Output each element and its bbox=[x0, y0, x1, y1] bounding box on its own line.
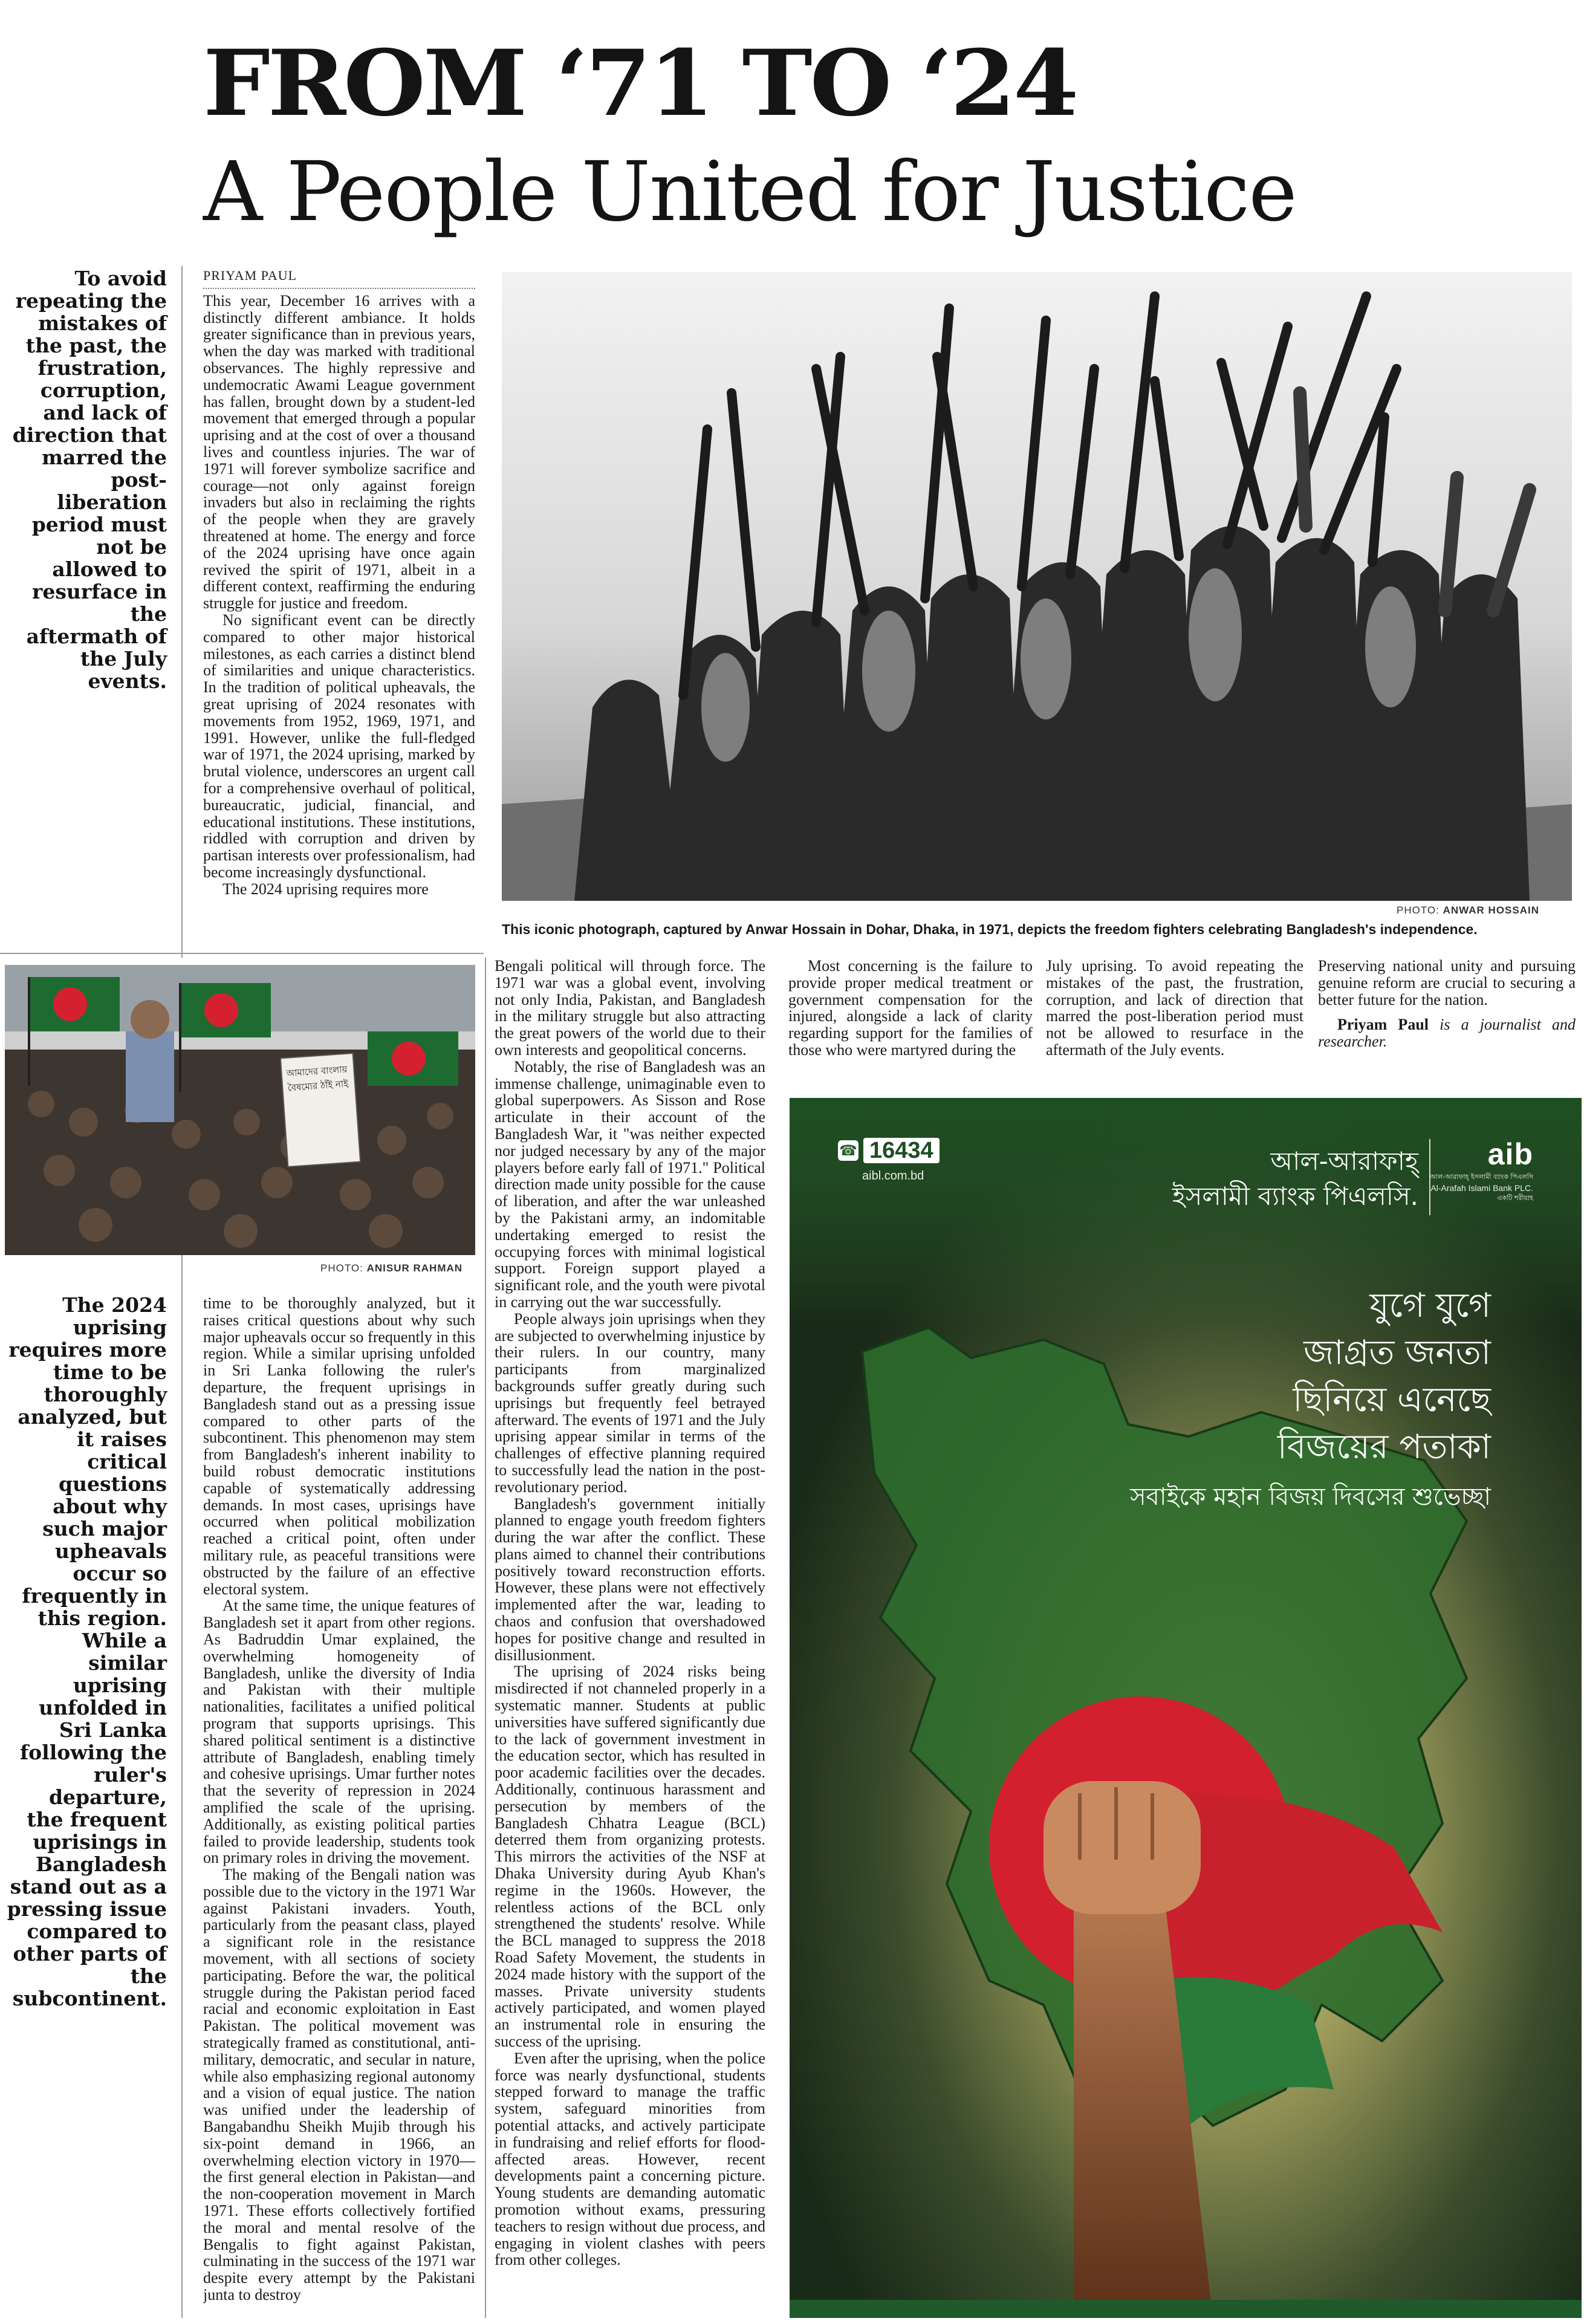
pull-quote-top: To avoid repeating the mistakes of the past, the frustration, corruption, and lack of direction that marred the post-liberation period must not be allowed to resurface in the aftermath of the July events. bbox=[12, 267, 167, 693]
aib-logo-icon: aib bbox=[1487, 1137, 1533, 1171]
column-rule bbox=[181, 1251, 183, 2318]
protest-placard-text: আমাদের বাংলায় বৈষম্যের ঠাঁই নাই bbox=[286, 1063, 349, 1094]
phone-icon: ☎ bbox=[838, 1140, 859, 1161]
main-photo-caption: This iconic photograph, captured by Anwar Hossain in Dohar, Dhaka, in 1971, depicts the freedom fighters celebrating Bangladesh's independence. bbox=[502, 921, 1478, 937]
ad-bank-name-bn-line2: ইসলামী ব্যাংক পিএলসি. bbox=[1172, 1181, 1418, 1211]
main-photo-credit: PHOTO: ANWAR HOSSAIN bbox=[1397, 904, 1540, 916]
ad-bank-name-bn-line1: আল-আরাফাহ্ bbox=[1270, 1146, 1418, 1176]
protest-photo bbox=[5, 965, 475, 1255]
author-bio-text: is a journalist and researcher. bbox=[1318, 1016, 1576, 1051]
headline-line-1: FROM ‘71 TO ‘24 bbox=[203, 30, 1077, 137]
headline-line-2: A People United for Justice bbox=[203, 144, 1296, 240]
paragraph: Notably, the rise of Bangladesh was an immense challenge, unimaginable even to global superpowers. As Sisson and Rose articulate in their account of the Bangladesh War, it "was neither expected nor judged necessary by any of the major players before early fall of 1971." Political direction made unity possible for the cause of liberation, and after the war unleashed by the Pakistani army, an indomitable undertaking emerged to resist the occupying forces with minimal logistical support. Foreign support played a significant role, and the youth were pivotal in carrying out the war successfully. bbox=[495, 1057, 765, 1311]
paragraph: Preserving national unity and pursuing genuine reform are crucial to securing a better future for the nation. bbox=[1318, 958, 1576, 1008]
paragraph: Most concerning is the failure to provide proper medical treatment or government compensation for the injured, alongside a lack of clarity regarding support for the families of those who were martyred during the bbox=[788, 958, 1033, 1059]
ad-bank-logo-en: Al-Arafah Islami Bank PLC. bbox=[1430, 1183, 1533, 1193]
byline: PRIYAM PAUL bbox=[203, 267, 475, 289]
author-name: Priyam Paul bbox=[1337, 1016, 1429, 1034]
ad-bank-logo bbox=[1430, 1137, 1533, 1204]
ad-slogan-line-2: জাগ্রত জনতা bbox=[1303, 1333, 1491, 1372]
paragraph: This year, December 16 arrives with a distinctly different ambiance. It holds greater significance than in previous years, when the day was marked with traditional observances. The highly repressive and undemocratic Awami League government has fallen, brought down by a student-led movement that emerged through a popular uprising and at the cost of over a thousand lives and countless injuries. The war of 1971 will forever symbolize sacrifice and courage—not only against foreign invaders but also in reclaiming the rights of the people when they are gravely threatened at home. The energy and force of the 2024 uprising have once again revived the spirit of 1971, albeit in a different context, reaffirming the enduring struggle for justice and freedom. bbox=[203, 291, 475, 612]
ad-slogan-line-1: যুগে যুগে bbox=[1369, 1286, 1491, 1325]
column-rule bbox=[485, 958, 486, 2318]
article-column-1-top bbox=[203, 267, 475, 947]
ad-hotline bbox=[838, 1138, 940, 1163]
ad-bank-logo-bn: আল-আরাফাহ্ ইসলামী ব্যাংক পিএলসি bbox=[1430, 1173, 1533, 1181]
article-column-4 bbox=[1046, 958, 1303, 1079]
article-column-2 bbox=[495, 958, 765, 2317]
paragraph: Bangladesh's government initially planned to engage youth freedom fighters during the war after the conflict. These plans aimed to channel their contributions positively toward reconstruction efforts. However, these plans were not effectively implemented after the war, leading to chaos and confusion that overshadowed hopes for positive change and resulted in disillusionment. bbox=[495, 1495, 765, 1664]
column-rule bbox=[181, 266, 183, 958]
bank-advertisement bbox=[790, 1098, 1582, 2318]
ad-website: aibl.com.bd bbox=[862, 1169, 924, 1183]
pull-quote-bottom: The 2024 uprising requires more time to be thoroughly analyzed, but it raises critical questions about why such major upheavals occur so frequently in this region. While a similar uprising unfolded in Sri Lanka following the ruler's departure, the frequent uprisings in Bangladesh stand out as a pressing issue compared to other parts of the subcontinent. bbox=[7, 1293, 167, 2010]
paragraph: The uprising of 2024 risks being misdirected if not channeled properly in a systematic manner. Students at public universities have suffered significantly due to the lack of government investment in the education sector, which has resulted in poor academic facilities over the decades. Additionally, continuous harassment and persecution by members of the Bangladesh Chhatra League (BCL) deterred them from organizing protests. This mirrors the activities of the NSF at Dhaka University during Ayub Khan's regime in the 1960s. However, the relentless actions of the BCL only strengthened the students' resolve. While the BCL managed to suppress the 2018 Road Safety Movement, the students in 2024 made history with the support of the masses. Private university students actively participated, and women played an instrumental role in ensuring the success of the uprising. bbox=[495, 1663, 765, 2050]
ad-slogan-line-3: ছিনিয়ে এনেছে bbox=[1293, 1380, 1491, 1420]
paragraph: No significant event can be directly compared to other major historical milestones, as each carries a distinct blend of similarities and unique characteristics. In the tradition of political upheavals, the great uprising of 2024 resonates with movements from 1952, 1969, 1971, and 1991. However, unlike the full-fledged war of 1971, the 2024 uprising, marked by brutal violence, underscores an urgent call for a comprehensive overhaul of political, bureaucratic, judicial, financial, and educational institutions. These institutions, riddled with corruption and driven by partisan interests over professionalism, had become increasingly dysfunctional. bbox=[203, 611, 475, 881]
paragraph: People always join uprisings when they are subjected to overwhelming injustice by their rulers. In our country, many participants from marginalized backgrounds suffer greatly during such uprisings but frequently feel betrayed afterward. The events of 1971 and the July uprising appear similar in terms of the challenges of effective planning required to successfully lead the nation in the post-revolutionary period. bbox=[495, 1310, 765, 1496]
author-bio bbox=[1318, 1016, 1576, 1050]
ad-slogan-line-4: বিজয়ের পতাকা bbox=[1277, 1427, 1491, 1467]
paragraph: The making of the Bengali nation was possible due to the victory in the 1971 War against Pakistani invaders. Youth, particularly from the peasant class, played a significant role in the resistance movement, with all sections of society participating. Before the war, the political struggle during the Pakistan period faced racial and economic exploitation in East Pakistan. The political movement was strategically framed as constitutional, anti-military, democratic, and secular in nature, while also emphasizing regional autonomy and a vision of equal justice. The nation was unified under the leadership of Bangabandhu Sheikh Mujib through his six-point demand in 1966, an overwhelming election victory in 1970—the first general election in Pakistan—and the non-cooperation movement in March 1971. These efforts collectively fortified the moral and mental resolve of the Bengalis to fight against Pakistan, culminating in the success of the 1971 war despite every attempt by the Pakistani junta to destroy bbox=[203, 1866, 475, 2304]
main-photo-freedom-fighters bbox=[502, 272, 1572, 901]
paragraph: At the same time, the unique features of Bangladesh set it apart from other regions. As Badruddin Umar explained, the overwhelming homogeneity of Bangladesh, unlike the diversity of India and Pakistan with their multiple nationalities, facilitates a unified political program that supports uprisings. This shared political sentiment is a distinctive attribute of Bangladesh, enabling timely and cohesive uprisings. Umar further notes that the severity of repression in 2024 amplified the scale of the uprising. Additionally, as existing political parties failed to provide leadership, students took on primary roles in driving the movement. bbox=[203, 1597, 475, 1867]
article-column-5 bbox=[1318, 958, 1576, 1079]
protest-photo-credit: PHOTO: ANISUR RAHMAN bbox=[320, 1262, 463, 1274]
ad-victory-day-greeting: সবাইকে মহান বিজয় দিবসের শুভেচ্ছা bbox=[1130, 1483, 1491, 1511]
horizontal-rule bbox=[0, 953, 484, 954]
paragraph: July uprising. To avoid repeating the mistakes of the past, the frustration, corruption, and lack of direction that marred the post-liberation period must not be allowed to resurface in the aftermath of the July events. bbox=[1046, 958, 1303, 1059]
article-column-1-bottom bbox=[203, 1295, 475, 2317]
paragraph: Bengali political will through force. The 1971 war was a global event, involving not only India, Pakistan, and Bangladesh in the military struggle but also attracting the great powers of the world due to their own interests and geopolitical concerns. bbox=[495, 958, 765, 1059]
paragraph: Even after the uprising, when the police force was nearly dysfunctional, students stepped forward to manage the traffic system, safeguard minorities from potential attacks, and actively participate in fundraising and relief efforts for flood-affected areas. However, recent developments paint a concerning picture. Young students are demanding automatic promotion without exams, pressuring teachers to resign without due process, and engaging in violent clashes with peers from other colleges. bbox=[495, 2049, 765, 2269]
paragraph: The 2024 uprising requires more bbox=[222, 880, 429, 898]
article-column-3 bbox=[788, 958, 1033, 1079]
ad-hotline-number: 16434 bbox=[863, 1138, 940, 1163]
ad-bank-logo-tag: একটি শরীয়াহ bbox=[1497, 1194, 1533, 1202]
paragraph: time to be thoroughly analyzed, but it raises critical questions about why such major upheavals occur so frequently in this region. While a similar uprising unfolded in Sri Lanka following the ruler's departure, the frequent uprisings in Bangladesh stand out as a pressing issue compared to other parts of the subcontinent. This phenomenon may stem from Bangladesh's inherent inability to build robust democratic institutions capable of systematically addressing demands. In most cases, uprisings have occurred when political mobilization reached a critical point, often under military rule, as peaceful transitions were obstructed by the failure of an effective electoral system. bbox=[203, 1295, 475, 1598]
